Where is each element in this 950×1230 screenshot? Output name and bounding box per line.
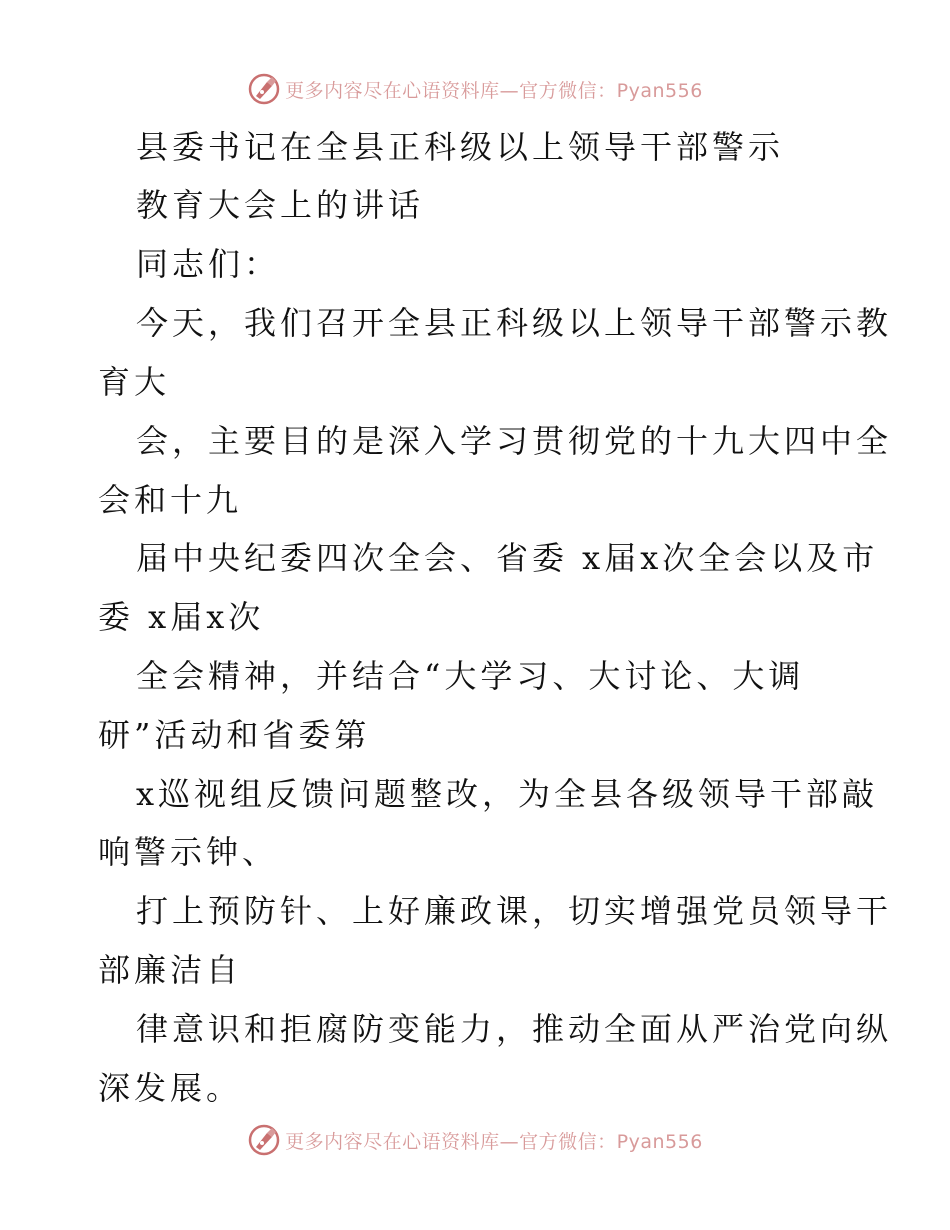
paragraph-line: 研”活动和省委第 [98, 716, 371, 754]
paragraph-line: 律意识和拒腐防变能力，推动全面从严治党向纵 [136, 1010, 893, 1048]
document-title-line-2: 教育大会上的讲话 [136, 186, 425, 224]
banner-text: 更多内容尽在心语资料库—官方微信：Pyan556 [285, 1130, 703, 1153]
header-banner [0, 69, 950, 109]
paragraph-line: 今天，我们召开全县正科级以上领导干部警示教 [136, 304, 893, 342]
pen-nib-seal-icon [247, 1123, 281, 1157]
salutation: 同志们： [136, 245, 281, 283]
paragraph-line: 深发展。 [98, 1069, 243, 1107]
banner-text: 更多内容尽在心语资料库—官方微信：Pyan556 [285, 79, 703, 102]
paragraph-line: 届中央纪委四次全会、省委 x届x次全会以及市 [136, 539, 879, 577]
paragraph-line: 会和十九 [98, 481, 243, 519]
paragraph-line: 部廉洁自 [98, 951, 243, 989]
paragraph-line: 响警示钟、 [98, 833, 279, 871]
paragraph-line: 育大 [98, 363, 171, 401]
document-title-line-1: 县委书记在全县正科级以上领导干部警示 [136, 128, 785, 166]
paragraph-line: x巡视组反馈问题整改，为全县各级领导干部敲 [136, 775, 879, 813]
pen-nib-seal-icon [247, 72, 281, 106]
paragraph-line: 全会精神，并结合“大学习、大讨论、大调 [136, 657, 805, 695]
footer-banner [0, 1120, 950, 1160]
paragraph-line: 会，主要目的是深入学习贯彻党的十九大四中全 [136, 422, 893, 460]
paragraph-line: 委 x届x次 [98, 598, 265, 636]
paragraph-line: 打上预防针、上好廉政课，切实增强党员领导干 [136, 892, 893, 930]
